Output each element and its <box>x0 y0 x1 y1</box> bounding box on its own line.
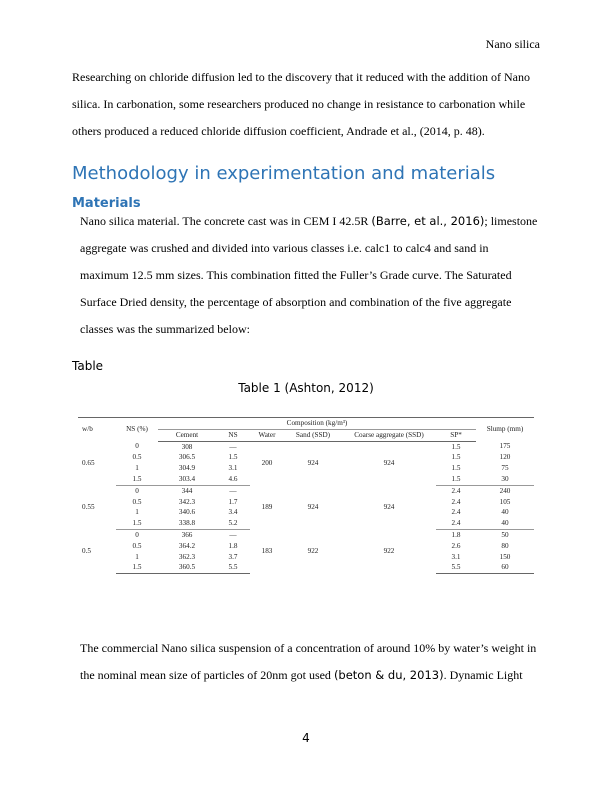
cell-cement: 340.6 <box>178 508 196 517</box>
section-heading: Methodology in experimentation and materials <box>72 163 496 184</box>
header-ns: NS <box>216 429 250 441</box>
cell-wb: 0.55 <box>82 502 95 511</box>
cell-slump: 175 <box>499 442 511 451</box>
header-wb: w/b <box>78 418 116 442</box>
intro-paragraph <box>72 64 540 145</box>
cell-sp: 2.4 <box>436 518 476 529</box>
closing-paragraph <box>80 635 542 689</box>
cell-ns: — <box>229 486 237 495</box>
citation: (Barre, et al., 2016) <box>371 214 485 228</box>
table-caption: Table 1 (Ashton, 2012) <box>238 381 374 395</box>
materials-paragraph <box>80 208 542 343</box>
header-coarse: Coarse aggregate (SSD) <box>342 429 436 441</box>
cell-ns: 1.5 <box>228 453 238 462</box>
header-composition: Composition (kg/m³) <box>158 418 476 430</box>
cell-sand: 922 <box>307 547 319 556</box>
cell-ns-pct: 1 <box>135 552 139 561</box>
cell-ns: 4.6 <box>216 474 250 485</box>
cell-slump: 105 <box>499 497 511 506</box>
cell-coarse: 922 <box>383 547 395 556</box>
cell-slump: 30 <box>476 474 534 485</box>
cell-slump: 150 <box>499 552 511 561</box>
cell-slump: 75 <box>501 464 509 473</box>
cell-slump: 40 <box>476 518 534 529</box>
cell-cement: 306.5 <box>178 453 196 462</box>
table-row <box>78 529 534 540</box>
running-header: Nano silica <box>485 37 540 51</box>
cell-cement: 342.3 <box>178 497 196 506</box>
cell-slump: 40 <box>501 508 509 517</box>
cell-water: 200 <box>261 459 273 468</box>
intro-line: silica. In carbonation, some researchers produced no change in resistance to carbonation while <box>72 97 526 111</box>
cell-ns-pct: 0 <box>135 442 139 451</box>
cell-ns-pct: 1.5 <box>116 518 158 529</box>
cell-ns-pct: 1 <box>135 508 139 517</box>
closing-line: the nominal mean size of particles of 20nm got used (beton & du, 2013). Dynamic Light <box>80 668 523 682</box>
table-group <box>78 485 534 529</box>
cell-sp: 2.4 <box>451 486 461 495</box>
cell-ns: 5.5 <box>216 562 250 573</box>
cell-slump: 80 <box>501 541 509 550</box>
cell-slump: 240 <box>499 486 511 495</box>
cell-slump: 60 <box>476 562 534 573</box>
cell-ns: 3.7 <box>228 552 238 561</box>
header-sp: SP* <box>436 429 476 441</box>
cell-ns-pct: 0.5 <box>132 541 142 550</box>
cell-water: 189 <box>261 502 273 511</box>
cell-coarse: 924 <box>383 502 395 511</box>
citation: (beton & du, 2013) <box>333 668 444 682</box>
cell-sand: 924 <box>307 502 319 511</box>
table-label: Table <box>72 359 104 373</box>
cell-slump: 120 <box>499 453 511 462</box>
cell-cement: 364.2 <box>178 541 196 550</box>
cell-ns: 1.8 <box>228 541 238 550</box>
cell-ns: 3.4 <box>228 508 238 517</box>
cell-sp: 1.5 <box>451 442 461 451</box>
intro-line: Researching on chloride diffusion led to the discovery that it reduced with the addition of Nano <box>72 70 530 84</box>
cell-cement: 366 <box>181 530 193 539</box>
cell-sp: 1.5 <box>436 474 476 485</box>
cell-ns-pct: 1.5 <box>116 474 158 485</box>
cell-sand: 924 <box>307 459 319 468</box>
cell-wb: 0.5 <box>82 547 91 556</box>
cell-ns-pct: 0 <box>135 530 139 539</box>
cell-ns: 5.2 <box>216 518 250 529</box>
cell-cement: 338.8 <box>158 518 216 529</box>
materials-line: aggregate was crushed and divided into various classes i.e. calc1 to calc4 and sand in <box>80 241 489 255</box>
cell-ns-pct: 0.5 <box>132 453 142 462</box>
closing-line: The commercial Nano silica suspension of a concentration of around 10% by water’s weight in <box>80 641 537 655</box>
intro-line: others produced a reduced chloride diffusion coefficient, Andrade et al., (2014, p. 48). <box>72 124 485 138</box>
cell-ns-pct: 0 <box>135 486 139 495</box>
cell-sp: 1.5 <box>451 453 461 462</box>
cell-ns: 1.7 <box>228 497 238 506</box>
materials-line: Nano silica material. The concrete cast was in CEM I 42.5R (Barre, et al., 2016); limestone <box>80 214 538 228</box>
cell-ns: — <box>229 530 237 539</box>
cell-cement: 304.9 <box>178 464 196 473</box>
table-group <box>78 529 534 573</box>
cell-ns-pct: 0.5 <box>132 497 142 506</box>
cell-cement: 344 <box>181 486 193 495</box>
cell-slump: 50 <box>501 530 509 539</box>
page-number: 4 <box>302 731 310 745</box>
materials-line: Surface Dried density, the percentage of absorption and combination of the five aggregate <box>80 295 512 309</box>
header-slump: Slump (mm) <box>476 418 534 442</box>
cell-wb: 0.65 <box>82 458 95 467</box>
header-water: Water <box>250 429 284 441</box>
cell-cement: 362.3 <box>178 552 196 561</box>
section-subheading: Materials <box>72 196 141 211</box>
cell-cement: 360.5 <box>158 562 216 573</box>
cell-ns: — <box>229 442 237 451</box>
materials-line: classes was the summarized below: <box>80 322 250 336</box>
cell-sp: 5.5 <box>436 562 476 573</box>
header-cement: Cement <box>158 429 216 441</box>
cell-cement: 303.4 <box>158 474 216 485</box>
header-sand: Sand (SSD) <box>284 429 342 441</box>
table-row <box>78 441 534 452</box>
table-group <box>78 441 534 485</box>
cell-sp: 2.4 <box>451 508 461 517</box>
cell-sp: 1.8 <box>451 530 461 539</box>
cell-sp: 1.5 <box>451 464 461 473</box>
cell-ns-pct: 1 <box>135 464 139 473</box>
cell-ns: 3.1 <box>228 464 238 473</box>
table-row <box>78 485 534 496</box>
composition-table <box>78 417 534 574</box>
header-ns-pct: NS (%) <box>116 418 158 442</box>
cell-water: 183 <box>261 547 273 556</box>
cell-sp: 3.1 <box>451 552 461 561</box>
materials-line: maximum 12.5 mm sizes. This combination fitted the Fuller’s Grade curve. The Saturated <box>80 268 512 282</box>
cell-coarse: 924 <box>383 459 395 468</box>
cell-sp: 2.6 <box>451 541 461 550</box>
cell-sp: 2.4 <box>451 497 461 506</box>
cell-ns-pct: 1.5 <box>116 562 158 573</box>
cell-cement: 308 <box>181 442 193 451</box>
